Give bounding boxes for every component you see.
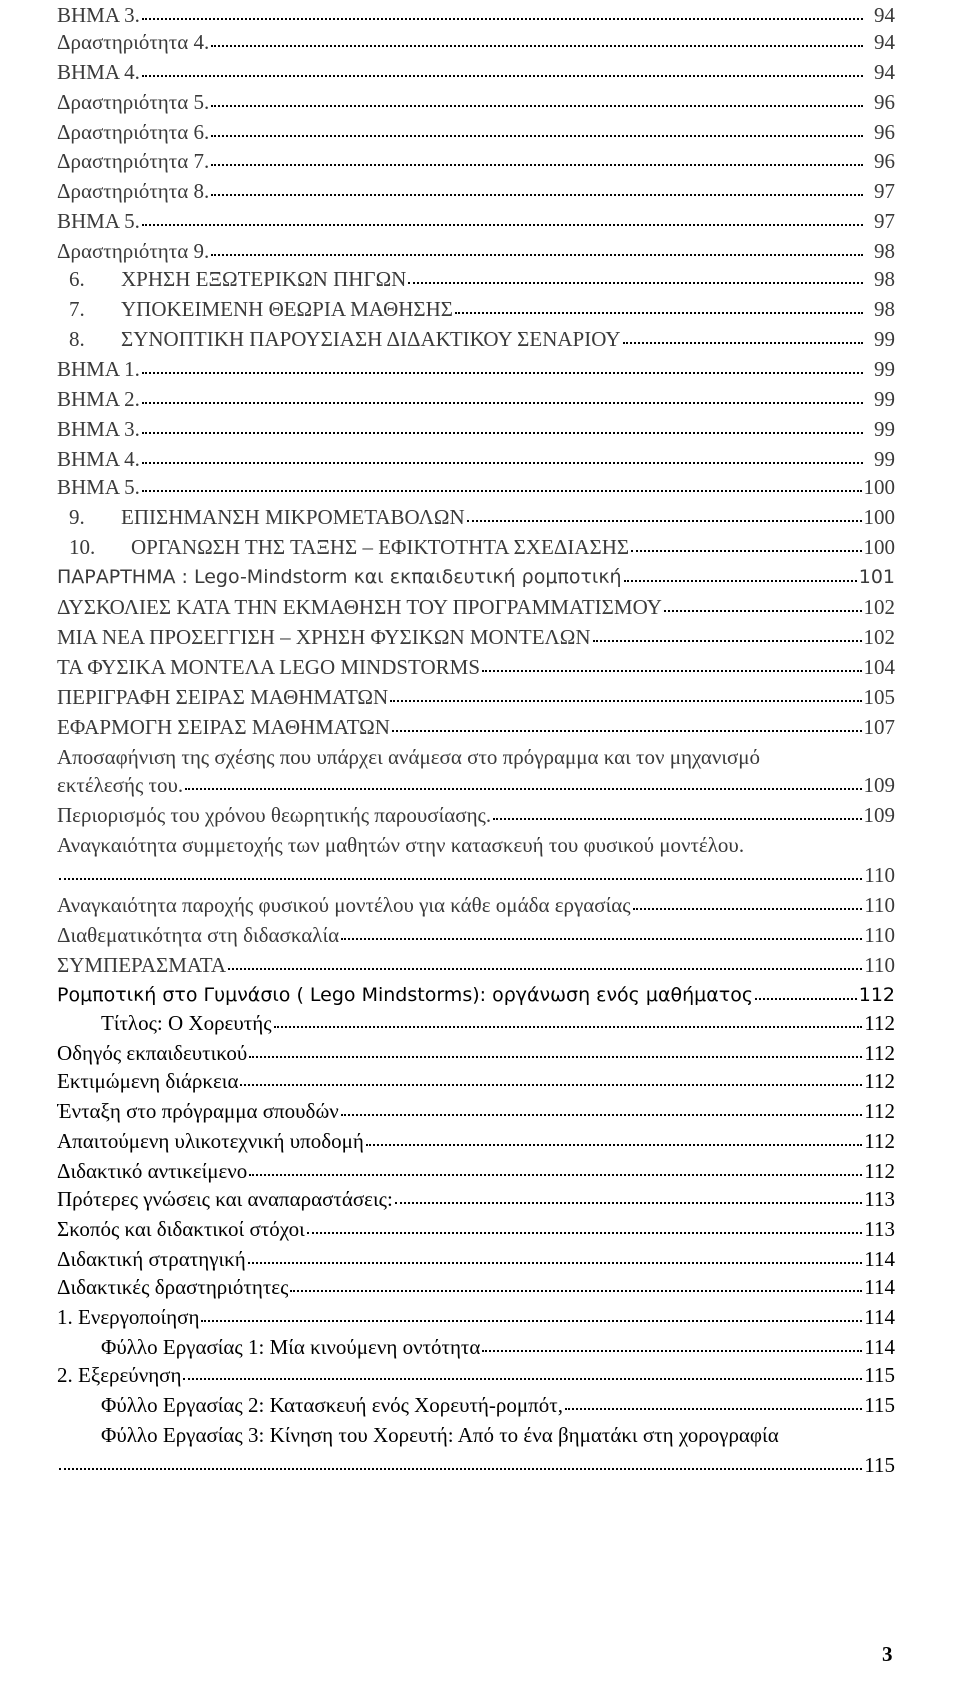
toc-entry[interactable]	[57, 920, 895, 950]
toc-entry-page: 112	[864, 1129, 895, 1153]
toc-leader-dots	[274, 1026, 863, 1028]
toc-leader-dots	[142, 224, 863, 226]
toc-leader-dots	[290, 1290, 862, 1292]
toc-entry-page: 105	[863, 685, 895, 709]
toc-entry-title: Δραστηριότητα 6.	[57, 120, 210, 144]
toc-leader-dots	[482, 670, 861, 672]
toc-entry-page: 99	[874, 447, 895, 471]
toc-leader-dots	[493, 818, 861, 820]
toc-entry-page: 110	[864, 923, 895, 947]
toc-leader-dots	[248, 1262, 863, 1264]
toc-entry-title: Ένταξη στο πρόγραμμα σπουδών	[57, 1099, 339, 1123]
toc-entry-title: Δραστηριότητα 7.	[57, 149, 210, 173]
toc-entry-title: ΒΗΜΑ 3.	[57, 417, 140, 441]
toc-leader-dots	[142, 462, 863, 464]
toc-entry[interactable]	[57, 0, 895, 30]
toc-entry-page: 99	[874, 357, 895, 381]
toc-entry[interactable]	[57, 652, 895, 682]
toc-leader-dots	[185, 788, 861, 790]
toc-leader-dots	[211, 105, 863, 107]
toc-entry[interactable]	[57, 294, 895, 324]
toc-entry[interactable]	[57, 1450, 895, 1480]
toc-leader-dots	[565, 1408, 862, 1410]
toc-entry[interactable]	[57, 1008, 895, 1038]
toc-leader-dots	[755, 998, 857, 1000]
toc-entry-number: 8.	[69, 327, 85, 351]
toc-leader-dots	[366, 1144, 862, 1146]
toc-entry-title: ΒΗΜΑ 5.	[57, 209, 140, 233]
toc-leader-dots	[211, 164, 863, 166]
toc-entry-title: ΧΡΗΣΗ ΕΞΩΤΕΡΙΚΩΝ ΠΗΓΩΝ	[121, 267, 407, 291]
toc-entry-page: 102	[863, 625, 895, 649]
toc-entry-page: 99	[874, 387, 895, 411]
toc-entry-page: 112	[864, 1041, 895, 1065]
toc-entry[interactable]	[57, 1390, 895, 1420]
toc-entry-title: ΟΡΓΑΝΩΣΗ ΤΗΣ ΤΑΞΗΣ – ΕΦΙΚΤΟΤΗΤΑ ΣΧΕΔΙΑΣΗΣ	[131, 535, 630, 559]
toc-entry-page: 99	[874, 417, 895, 441]
toc-entry[interactable]	[57, 562, 895, 592]
toc-leader-dots	[455, 312, 863, 314]
toc-entry-title: Δραστηριότητα 9.	[57, 239, 210, 263]
toc-entry-title: 2. Εξερεύνηση	[57, 1363, 182, 1387]
toc-entry-title: ΜΙΑ ΝΕΑ ΠΡΟΣΕΓΓΙΣΗ – ΧΡΗΣΗ ΦΥΣΙΚΩΝ ΜΟΝΤΕΛΩΝ	[57, 625, 591, 649]
toc-entry[interactable]	[57, 57, 895, 87]
toc-entry-page: 97	[874, 179, 895, 203]
toc-entry[interactable]	[57, 622, 895, 652]
toc-entry-title: εκτέλεσής του.	[57, 773, 184, 797]
toc-entry-title: Περιορισμός του χρόνου θεωρητικής παρουσίασης.	[57, 803, 492, 827]
toc-entry[interactable]	[57, 414, 895, 444]
toc-entry-page: 114	[864, 1275, 895, 1299]
toc-entry-title: Τίτλος: Ο Χορευτής	[101, 1011, 272, 1035]
toc-entry-title: Φύλλο Εργασίας 3: Κίνηση του Χορευτή: Από το ένα βηματάκι στη χορογραφία	[101, 1423, 779, 1447]
toc-entry[interactable]	[57, 472, 895, 502]
toc-entry[interactable]	[57, 176, 895, 206]
toc-leader-dots	[249, 1056, 862, 1058]
toc-entry-title: ΕΦΑΡΜΟΓΗ ΣΕΙΡΑΣ ΜΑΘΗΜΑΤΩΝ	[57, 715, 390, 739]
toc-entry-title: ΒΗΜΑ 2.	[57, 387, 140, 411]
toc-entry[interactable]	[57, 264, 895, 294]
toc-entry-title: ΔΥΣΚΟΛΙΕΣ ΚΑΤΑ ΤΗΝ ΕΚΜΑΘΗΣΗ ΤΟΥ ΠΡΟΓΡΑΜΜΑΤΙΣΜΟΥ	[57, 595, 662, 619]
toc-entry-title: ΕΠΙΣΗΜΑΝΣΗ ΜΙΚΡΟΜΕΤΑΒΟΛΩΝ	[121, 505, 465, 529]
toc-entry[interactable]	[57, 236, 895, 266]
toc-entry-page: 109	[863, 803, 895, 827]
toc-entry-page: 114	[864, 1335, 895, 1359]
toc-leader-dots	[482, 1350, 862, 1352]
toc-leader-dots	[59, 878, 862, 880]
toc-entry[interactable]	[57, 1096, 895, 1126]
toc-entry-page: 114	[864, 1247, 895, 1271]
toc-entry[interactable]	[57, 532, 895, 562]
toc-entry[interactable]	[57, 27, 895, 57]
toc-leader-dots	[211, 254, 863, 256]
toc-entry-title: Διδακτική στρατηγική	[57, 1247, 246, 1271]
toc-entry[interactable]	[57, 117, 895, 147]
toc-leader-dots	[249, 1174, 862, 1176]
toc-leader-dots	[624, 580, 857, 582]
toc-entry-page: 97	[874, 209, 895, 233]
toc-entry-page: 109	[863, 773, 895, 797]
toc-leader-dots	[211, 194, 863, 196]
toc-entry[interactable]	[57, 146, 895, 176]
toc-entry-title: Ρομποτική στο Γυμνάσιο ( Lego Mindstorms): οργάνωση ενός μαθήματος	[57, 984, 753, 1006]
toc-entry[interactable]	[57, 592, 895, 622]
toc-leader-dots	[142, 372, 863, 374]
toc-entry-page: 96	[874, 120, 895, 144]
toc-entry-title: Φύλλο Εργασίας 2: Κατασκευή ενός Χορευτή-ρομπότ,	[101, 1393, 563, 1417]
toc-leader-dots	[201, 1320, 862, 1322]
toc-entry[interactable]	[57, 770, 895, 800]
toc-entry-title: ΥΠΟΚΕΙΜΕΝΗ ΘΕΩΡΙΑ ΜΑΘΗΣΗΣ	[121, 297, 454, 321]
toc-leader-dots	[228, 968, 862, 970]
toc-entry[interactable]	[57, 324, 895, 354]
toc-entry[interactable]	[57, 980, 895, 1010]
toc-entry-title: ΤΑ ΦΥΣΙΚΑ ΜΟΝΤΕΛΑ LEGO MINDSTORMS	[57, 655, 481, 679]
toc-entry[interactable]	[57, 1156, 895, 1186]
toc-entry-number: 6.	[69, 267, 85, 291]
toc-entry-title: ΒΗΜΑ 3.	[57, 3, 140, 27]
toc-entry-title: Διαθεματικότητα στη διδασκαλία	[57, 923, 340, 947]
toc-entry[interactable]	[57, 1332, 895, 1362]
toc-entry-title: 1. Ενεργοποίηση	[57, 1305, 200, 1329]
toc-entry-title: Δραστηριότητα 5.	[57, 90, 210, 114]
toc-leader-dots	[142, 75, 863, 77]
toc-entry-title: ΒΗΜΑ 4.	[57, 447, 140, 471]
toc-entry-title: Δραστηριότητα 4.	[57, 30, 210, 54]
toc-entry-title: Διδακτικές δραστηριότητες	[57, 1275, 289, 1299]
toc-entry[interactable]	[57, 1302, 895, 1332]
toc-entry-page: 110	[864, 953, 895, 977]
toc-entry[interactable]	[57, 1066, 895, 1096]
toc-entry-title: ΣΥΜΠΕΡΑΣΜΑΤΑ	[57, 953, 227, 977]
toc-entry-page: 98	[874, 239, 895, 263]
toc-leader-dots	[183, 1378, 862, 1380]
toc-entry-title: Αναγκαιότητα παροχής φυσικού μοντέλου για κάθε ομάδα εργασίας	[57, 893, 631, 917]
toc-entry[interactable]	[57, 1244, 895, 1274]
toc-leader-dots	[307, 1232, 863, 1234]
toc-entry-title: Απαιτούμενη υλικοτεχνική υποδομή	[57, 1129, 364, 1153]
toc-entry-title: Αποσαφήνιση της σχέσης που υπάρχει ανάμεσα στο πρόγραμμα και τον μηχανισμό	[57, 745, 761, 769]
toc-entry-title: Δραστηριότητα 8.	[57, 179, 210, 203]
toc-leader-dots	[142, 402, 863, 404]
toc-entry[interactable]	[57, 384, 895, 414]
toc-entry-page: 112	[864, 1159, 895, 1183]
toc-entry-page: 115	[864, 1393, 895, 1417]
toc-entry-page: 112	[864, 1011, 895, 1035]
toc-leader-dots	[211, 45, 863, 47]
toc-entry-page: 110	[864, 863, 895, 887]
toc-entry-page: 96	[874, 90, 895, 114]
toc-entry[interactable]	[57, 1360, 895, 1390]
toc-entry-page: 98	[874, 267, 895, 291]
toc-entry[interactable]	[57, 1214, 895, 1244]
toc-leader-dots	[142, 18, 863, 20]
toc-entry-number: 10.	[69, 535, 96, 559]
toc-entry-page: 113	[864, 1217, 895, 1241]
toc-entry[interactable]	[57, 830, 895, 860]
toc-entry-page: 114	[864, 1305, 895, 1329]
toc-entry-page: 100	[863, 535, 895, 559]
toc-leader-dots	[240, 1084, 862, 1086]
toc-entry[interactable]	[57, 206, 895, 236]
toc-entry-page: 100	[863, 505, 895, 529]
toc-entry[interactable]	[57, 1038, 895, 1068]
toc-entry-page: 98	[874, 297, 895, 321]
toc-entry-page: 102	[863, 595, 895, 619]
toc-entry-title: ΣΥΝΟΠΤΙΚΗ ΠΑΡΟΥΣΙΑΣΗ ΔΙΔΑΚΤΙΚΟΥ ΣΕΝΑΡΙΟΥ	[121, 327, 621, 351]
toc-entry-title: Πρότερες γνώσεις και αναπαραστάσεις:	[57, 1187, 393, 1211]
toc-entry-page: 104	[863, 655, 895, 679]
toc-entry[interactable]	[57, 890, 895, 920]
toc-entry-title: ΠΕΡΙΓΡΑΦΗ ΣΕΙΡΑΣ ΜΑΘΗΜΑΤΩΝ	[57, 685, 389, 709]
toc-entry-title: ΒΗΜΑ 1.	[57, 357, 140, 381]
toc-entry-page: 110	[864, 893, 895, 917]
toc-leader-dots	[623, 342, 864, 344]
toc-leader-dots	[341, 938, 862, 940]
toc-leader-dots	[631, 550, 861, 552]
toc-entry-page: 112	[864, 1069, 895, 1093]
toc-entry-page: 101	[858, 566, 895, 588]
toc-entry-title: Σκοπός και διδακτικοί στόχοι	[57, 1217, 305, 1241]
toc-entry[interactable]	[57, 502, 895, 532]
toc-leader-dots	[390, 700, 861, 702]
toc-entry[interactable]	[57, 950, 895, 980]
toc-entry-page: 94	[874, 30, 895, 54]
toc-leader-dots	[593, 640, 862, 642]
toc-entry[interactable]	[57, 1126, 895, 1156]
toc-entry[interactable]	[57, 1420, 895, 1450]
toc-entry[interactable]	[57, 682, 895, 712]
toc-entry-page: 100	[863, 475, 895, 499]
toc-entry[interactable]	[57, 87, 895, 117]
toc-entry[interactable]	[57, 742, 895, 772]
toc-leader-dots	[142, 490, 862, 492]
toc-entry-page: 107	[863, 715, 895, 739]
toc-entry[interactable]	[57, 354, 895, 384]
toc-entry-page: 115	[864, 1453, 895, 1477]
toc-entry-title: Διδακτικό αντικείμενο	[57, 1159, 248, 1183]
toc-leader-dots	[633, 908, 863, 910]
toc-entry-page: 96	[874, 149, 895, 173]
toc-entry-title: Εκτιμώμενη διάρκεια	[57, 1069, 239, 1093]
toc-entry-title: Αναγκαιότητα συμμετοχής των μαθητών στην κατασκευή του φυσικού μοντέλου.	[57, 833, 745, 857]
toc-entry-title: ΒΗΜΑ 5.	[57, 475, 140, 499]
toc-leader-dots	[408, 282, 863, 284]
toc-leader-dots	[211, 135, 863, 137]
toc-leader-dots	[59, 1468, 862, 1470]
page-number: 3	[882, 1642, 893, 1666]
toc-entry-number: 7.	[69, 297, 85, 321]
toc-entry-title: ΒΗΜΑ 4.	[57, 60, 140, 84]
toc-entry[interactable]	[57, 800, 895, 830]
toc-entry[interactable]	[57, 712, 895, 742]
toc-leader-dots	[395, 1202, 862, 1204]
toc-entry[interactable]	[57, 1184, 895, 1214]
toc-leader-dots	[142, 432, 863, 434]
toc-entry[interactable]	[57, 1272, 895, 1302]
toc-entry-title: Οδηγός εκπαιδευτικού	[57, 1041, 248, 1065]
toc-entry[interactable]	[57, 444, 895, 474]
toc-entry[interactable]	[57, 860, 895, 890]
toc-entry-page: 94	[874, 60, 895, 84]
toc-leader-dots	[664, 610, 862, 612]
toc-entry-page: 99	[874, 327, 895, 351]
toc-entry-page: 113	[864, 1187, 895, 1211]
toc-leader-dots	[392, 730, 862, 732]
toc-leader-dots	[341, 1114, 863, 1116]
toc-entry-title: Φύλλο Εργασίας 1: Μία κινούμενη οντότητα	[101, 1335, 481, 1359]
toc-entry-page: 112	[864, 1099, 895, 1123]
toc-entry-title: ΠΑΡΑΡΤΗΜΑ : Lego-Mindstorm και εκπαιδευτική ρομποτική	[57, 566, 622, 588]
toc-entry-number: 9.	[69, 505, 85, 529]
toc-leader-dots	[467, 520, 862, 522]
toc-entry-page: 115	[864, 1363, 895, 1387]
toc-entry-page: 94	[874, 3, 895, 27]
toc-entry-page: 112	[858, 984, 895, 1006]
